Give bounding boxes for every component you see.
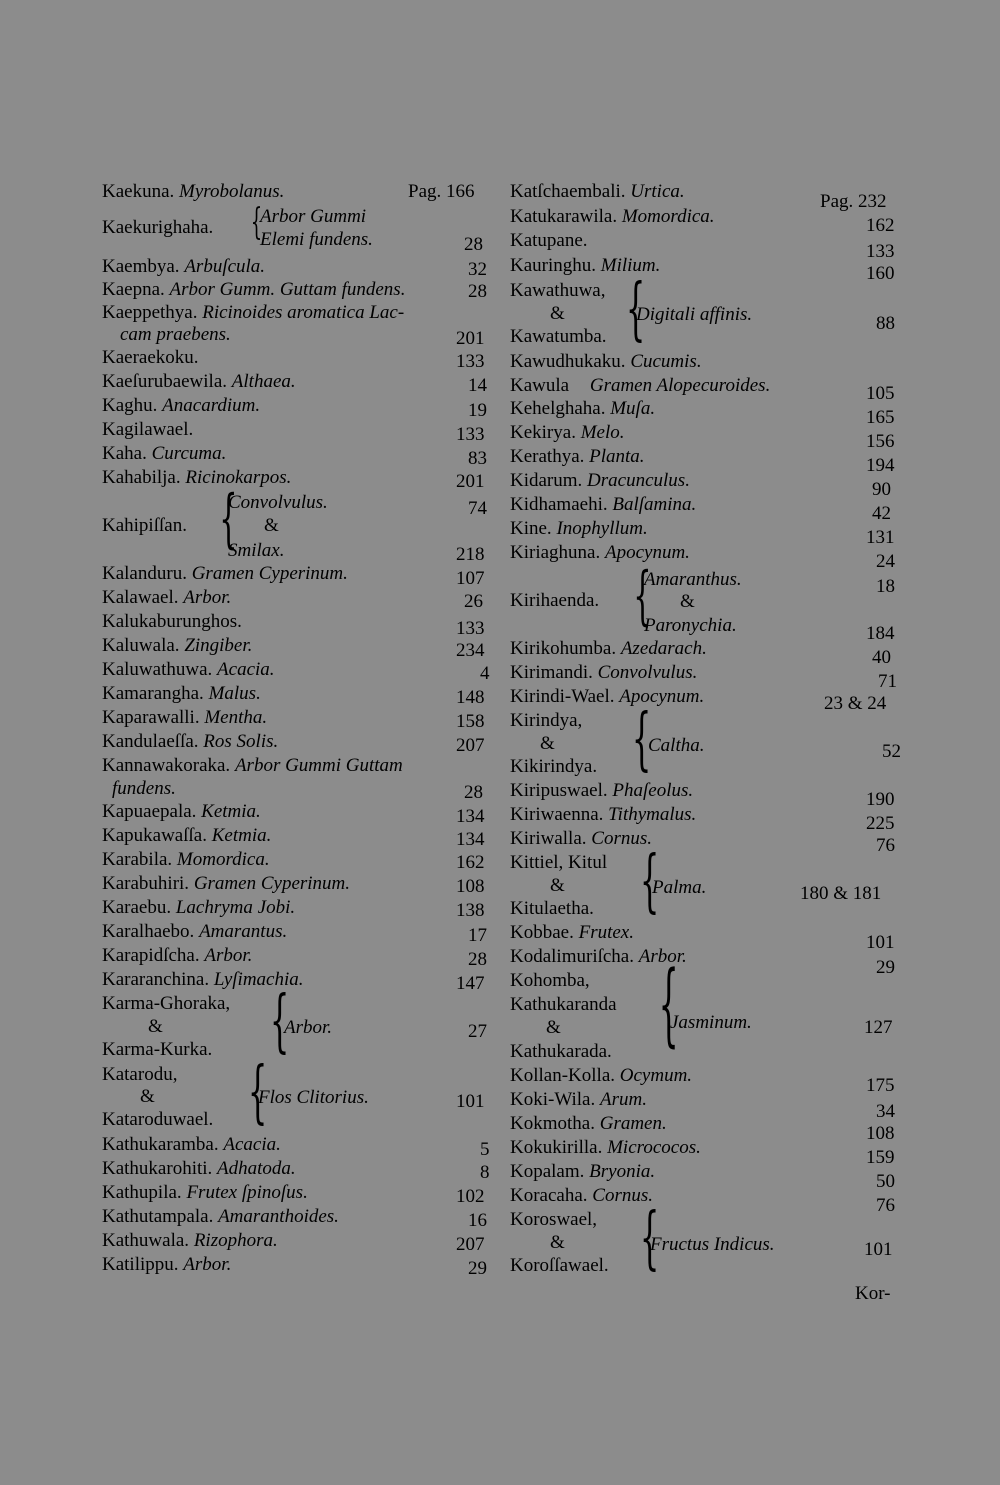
- page-number: 16: [468, 1210, 487, 1231]
- entry-line: Kiriaghuna. Apocynum.: [510, 542, 690, 563]
- page-number: 101: [864, 1239, 893, 1260]
- entry-line: Kandulaeſſa. Ros Solis.: [102, 731, 279, 752]
- entry-line: Katilippu. Arbor.: [102, 1254, 232, 1275]
- entry-line: Kiriwalla. Cornus.: [510, 828, 652, 849]
- page-number: 131: [866, 527, 895, 548]
- entry-line: Kamarangha. Malus.: [102, 683, 261, 704]
- entry-latin: Arbor Gummi: [260, 206, 367, 227]
- entry-line: Kawudhukaku. Cucumis.: [510, 351, 702, 372]
- brace-icon: {: [633, 559, 652, 633]
- page-number: 27: [468, 1021, 487, 1042]
- page-number: 34: [876, 1101, 895, 1122]
- entry-line: Kauringhu. Milium.: [510, 255, 661, 276]
- brace-icon: {: [219, 482, 238, 556]
- page-number: 101: [866, 932, 895, 953]
- entry-latin: Arbor.: [284, 1017, 333, 1038]
- entry-line: Karma-Kurka.: [102, 1039, 213, 1060]
- entry-line: Kollan-Kolla. Ocymum.: [510, 1065, 693, 1086]
- entry-line: Katſchaembali. Urtica.: [510, 181, 685, 202]
- page-number: 148: [456, 687, 485, 708]
- entry-line: Kathukarada.: [510, 1041, 612, 1062]
- entry-line: Kannawakoraka. Arbor Gummi Guttam: [102, 755, 403, 776]
- entry-line: Kaeſurubaewila. Althaea.: [102, 371, 296, 392]
- page-number: 133: [456, 351, 485, 372]
- page-number: 156: [866, 431, 895, 452]
- entry-line: Koracaha. Cornus.: [510, 1185, 653, 1206]
- entry-line: Kalukaburunghos.: [102, 611, 242, 632]
- entry-ampersand: &: [550, 1232, 565, 1253]
- entry-ampersand: &: [550, 875, 565, 896]
- brace-icon: {: [658, 952, 679, 1057]
- entry-latin: fundens.: [112, 778, 176, 799]
- page-number: 207: [456, 735, 485, 756]
- page-number: 108: [456, 876, 485, 897]
- page-number: 101: [456, 1091, 485, 1112]
- entry-ampersand: &: [540, 733, 555, 754]
- page-number: 218: [456, 544, 485, 565]
- entry-line: Kawatumba.: [510, 326, 607, 347]
- page-number: 133: [866, 241, 895, 262]
- page-number: 180 & 181: [800, 883, 882, 904]
- page-number: 26: [464, 591, 483, 612]
- page-number: 29: [876, 957, 895, 978]
- entry-line: Kagilawael.: [102, 419, 194, 440]
- page-number: 138: [456, 900, 485, 921]
- entry-latin: Fructus Indicus.: [650, 1234, 775, 1255]
- page-number: 23 & 24: [824, 693, 887, 714]
- page-number: 160: [866, 263, 895, 284]
- entry-line: Kaeppethya. Ricinoides aromatica Lac-: [102, 302, 405, 323]
- page-number: 5: [480, 1139, 490, 1160]
- entry-ampersand: &: [680, 591, 695, 612]
- page-number: 76: [876, 835, 895, 856]
- page-number: 71: [878, 671, 897, 692]
- catchword: Kor-: [855, 1283, 891, 1304]
- entry-line: Kokmotha. Gramen.: [510, 1113, 667, 1134]
- entry-line: Kidarum. Dracunculus.: [510, 470, 690, 491]
- page-number: 28: [464, 782, 483, 803]
- page-number: 158: [456, 711, 485, 732]
- page-number: 83: [468, 448, 487, 469]
- page-number: 28: [468, 949, 487, 970]
- entry-latin: cam praebens.: [120, 324, 231, 345]
- entry-line: Koroswael,: [510, 1209, 598, 1230]
- brace-icon: {: [247, 1053, 268, 1132]
- entry-latin: Caltha.: [648, 735, 705, 756]
- page-number: 107: [456, 568, 485, 589]
- entry-line: Karma-Ghoraka,: [102, 993, 231, 1014]
- page-number: 32: [468, 259, 487, 280]
- page-number: 8: [480, 1162, 490, 1183]
- page-number: 40: [872, 647, 891, 668]
- entry-line: Koroſſawael.: [510, 1255, 609, 1276]
- entry-line: Kathupila. Frutex ſpinoſus.: [102, 1182, 308, 1203]
- brace-icon: {: [625, 270, 646, 349]
- entry-line: Kikirindya.: [510, 756, 598, 777]
- brace-icon: {: [269, 982, 290, 1061]
- entry-line: Kawula Gramen Alopecuroides.: [510, 375, 771, 396]
- entry-latin: Jasminum.: [670, 1012, 752, 1033]
- page-number: 184: [866, 623, 895, 644]
- entry-line: Katupane.: [510, 230, 588, 251]
- page-number: 194: [866, 455, 895, 476]
- entry-line: Kidhamaehi. Balſamina.: [510, 494, 697, 515]
- page-number: 74: [468, 498, 487, 519]
- entry-line: Kathutampala. Amaranthoides.: [102, 1206, 339, 1227]
- page-number: 201: [456, 328, 485, 349]
- entry-line: Katukarawila. Momordica.: [510, 206, 715, 227]
- entry-latin: Amaranthus.: [644, 569, 742, 590]
- entry-line: Kittiel, Kitul: [510, 852, 608, 873]
- page-number: 28: [468, 281, 487, 302]
- page-number: 159: [866, 1147, 895, 1168]
- brace-icon: {: [639, 1199, 660, 1278]
- entry-line: Kathukaranda: [510, 994, 617, 1015]
- entry-line: Kahipiſſan.: [102, 515, 187, 536]
- entry-line: Koki-Wila. Arum.: [510, 1089, 647, 1110]
- page-number: 102: [456, 1186, 485, 1207]
- page-number: 19: [468, 400, 487, 421]
- entry-line: Karaebu. Lachryma Jobi.: [102, 897, 296, 918]
- entry-line: Kirikohumba. Azedarach.: [510, 638, 707, 659]
- entry-line: Kirindya,: [510, 710, 583, 731]
- page-label: Pag. 232: [820, 191, 887, 212]
- page-number: 105: [866, 383, 895, 404]
- entry-latin: Smilax.: [228, 540, 285, 561]
- page-number: 133: [456, 618, 485, 639]
- entry-line: Kaekuna. Myrobolanus.: [102, 181, 285, 202]
- entry-line: Karapidſcha. Arbor.: [102, 945, 253, 966]
- entry-line: Kaluwathuwa. Acacia.: [102, 659, 275, 680]
- entry-line: Kathukarohiti. Adhatoda.: [102, 1158, 296, 1179]
- entry-line: Kirihaenda.: [510, 590, 600, 611]
- entry-latin: Flos Clitorius.: [258, 1087, 369, 1108]
- entry-line: Kaluwala. Zingiber.: [102, 635, 253, 656]
- page-number: 225: [866, 813, 895, 834]
- page-number: 134: [456, 829, 485, 850]
- entry-line: Kohomba,: [510, 970, 590, 991]
- entry-line: Kalawael. Arbor.: [102, 587, 232, 608]
- page-number: 14: [468, 375, 487, 396]
- page-number: 24: [876, 551, 895, 572]
- entry-latin: Elemi fundens.: [260, 229, 373, 250]
- page-number: 4: [480, 663, 490, 684]
- entry-line: Kathuwala. Rizophora.: [102, 1230, 278, 1251]
- entry-ampersand: &: [148, 1016, 163, 1037]
- entry-line: Karalhaebo. Amarantus.: [102, 921, 288, 942]
- entry-line: Kathukaramba. Acacia.: [102, 1134, 281, 1155]
- page-number: 28: [464, 234, 483, 255]
- entry-line: Kekirya. Melo.: [510, 422, 625, 443]
- entry-line: Kopalam. Bryonia.: [510, 1161, 656, 1182]
- page-number: 42: [872, 503, 891, 524]
- entry-line: Kaghu. Anacardium.: [102, 395, 261, 416]
- page-number: 201: [456, 471, 485, 492]
- entry-line: Kaembya. Arbuſcula.: [102, 256, 266, 277]
- entry-line: Kaeraekoku.: [102, 347, 199, 368]
- page-number: 18: [876, 576, 895, 597]
- entry-line: Kiriwaenna. Tithymalus.: [510, 804, 697, 825]
- brace-icon: {: [631, 700, 652, 779]
- entry-line: Kapukawaſſa. Ketmia.: [102, 825, 272, 846]
- page-number: 17: [468, 925, 487, 946]
- entry-line: Kehelghaha. Muſa.: [510, 398, 656, 419]
- page-number: 29: [468, 1258, 487, 1279]
- entry-line: Kaepna. Arbor Gumm. Guttam fundens.: [102, 279, 406, 300]
- entry-line: Kokukirilla. Micrococos.: [510, 1137, 701, 1158]
- entry-line: Katarodu,: [102, 1064, 178, 1085]
- entry-line: Kerathya. Planta.: [510, 446, 645, 467]
- page-number: 207: [456, 1234, 485, 1255]
- page-number: 127: [864, 1017, 893, 1038]
- entry-latin: Digitali affinis.: [636, 304, 753, 325]
- entry-line: Kitulaetha.: [510, 898, 594, 919]
- entry-ampersand: &: [264, 515, 279, 536]
- page-number: 165: [866, 407, 895, 428]
- page-number: 76: [876, 1195, 895, 1216]
- page-label: Pag. 166: [408, 181, 475, 202]
- entry-line: Karabila. Momordica.: [102, 849, 270, 870]
- page-number: 133: [456, 424, 485, 445]
- page-number: 108: [866, 1123, 895, 1144]
- page-number: 52: [882, 741, 901, 762]
- entry-line: Kiripuswael. Phaſeolus.: [510, 780, 694, 801]
- entry-line: Kawathuwa,: [510, 280, 606, 301]
- entry-ampersand: &: [140, 1086, 155, 1107]
- entry-line: Kataroduwael.: [102, 1109, 214, 1130]
- page-number: 234: [456, 640, 485, 661]
- brace-icon: {: [639, 842, 660, 921]
- page-number: 190: [866, 789, 895, 810]
- page-number: 88: [876, 313, 895, 334]
- page-number: 162: [456, 852, 485, 873]
- page-number: 50: [876, 1171, 895, 1192]
- page-number: 162: [866, 215, 895, 236]
- entry-line: Kine. Inophyllum.: [510, 518, 648, 539]
- page-number: 147: [456, 973, 485, 994]
- entry-ampersand: &: [546, 1017, 561, 1038]
- entry-line: Kalanduru. Gramen Cyperinum.: [102, 563, 348, 584]
- entry-line: Kirindi-Wael. Apocynum.: [510, 686, 705, 707]
- entry-line: Kodalimuriſcha. Arbor.: [510, 946, 687, 967]
- page-number: 90: [872, 479, 891, 500]
- entry-line: Karabuhiri. Gramen Cyperinum.: [102, 873, 351, 894]
- entry-latin: Convolvulus.: [228, 492, 328, 513]
- brace-icon: {: [250, 202, 263, 243]
- entry-line: Kararanchina. Lyſimachia.: [102, 969, 304, 990]
- page-number: 175: [866, 1075, 895, 1096]
- entry-latin: Paronychia.: [644, 615, 737, 636]
- entry-line: Kobbae. Frutex.: [510, 922, 634, 943]
- page-number: 134: [456, 806, 485, 827]
- entry-latin: Palma.: [652, 877, 707, 898]
- entry-line: Kaha. Curcuma.: [102, 443, 227, 464]
- entry-line: Kaekurighaha.: [102, 217, 214, 238]
- entry-ampersand: &: [550, 303, 565, 324]
- entry-line: Kaparawalli. Mentha.: [102, 707, 268, 728]
- entry-line: Kirimandi. Convolvulus.: [510, 662, 698, 683]
- entry-line: Kahabilja. Ricinokarpos.: [102, 467, 292, 488]
- entry-line: Kapuaepala. Ketmia.: [102, 801, 261, 822]
